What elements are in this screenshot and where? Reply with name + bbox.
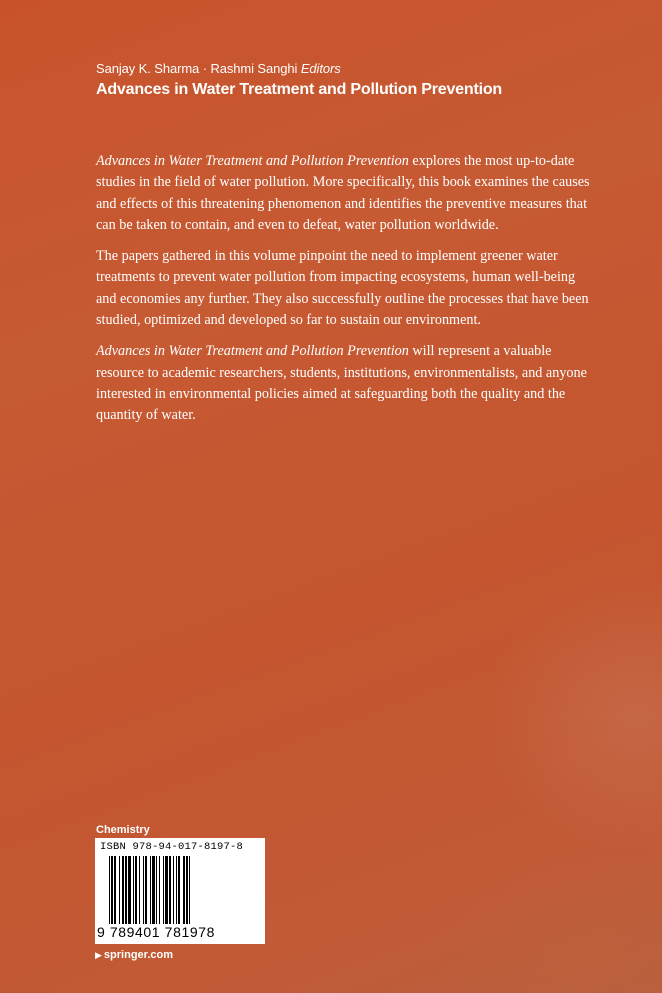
- title-reference: Advances in Water Treatment and Pollution Prevention: [96, 153, 409, 169]
- barcode-digits: 9 789401 781978: [97, 924, 215, 940]
- barcode-bars: [109, 856, 259, 924]
- cover-header: [96, 60, 596, 101]
- book-title: Advances in Water Treatment and Pollution Prevention: [96, 81, 502, 98]
- isbn-barcode: [95, 838, 265, 944]
- description-paragraph: Advances in Water Treatment and Pollution Prevention explores the most up-to-date studies in the field of water pollution. More specifically, this book examines the causes and effects of this threatening phenomenon and identifies the preventive measures that can be taken to contain, and even to defeat, water pollution worldwide.: [96, 153, 590, 233]
- description-paragraph: The papers gathered in this volume pinpoint the need to implement greener water treatments to prevent water pollution from impacting ecosystems, human well-being and economies any further. They also successfully outline the processes that have been studied, optimized and developed so far to sustain our environment.: [96, 248, 589, 329]
- subject-category: Chemistry: [96, 824, 150, 836]
- editors-role: Editors: [300, 61, 341, 76]
- book-description: [96, 151, 598, 437]
- website-text: springer.com: [103, 949, 173, 961]
- editor-name: Rashmi Sanghi: [210, 61, 298, 76]
- description-paragraph: Advances in Water Treatment and Pollution Prevention will represent a valuable resource to academic researchers, students, institutions, environmentalists, and anyone interested in environmental policies aimed at safeguarding both the quality and the quantity of water.: [96, 343, 587, 424]
- isbn-label: ISBN 978-94-017-8197-8: [100, 841, 244, 853]
- name-separator: ·: [202, 61, 207, 76]
- editors-line: [96, 60, 596, 78]
- publisher-website[interactable]: [95, 947, 173, 963]
- editor-name: Sanjay K. Sharma: [96, 61, 200, 76]
- arrow-right-icon: ▶: [95, 950, 102, 960]
- title-reference: Advances in Water Treatment and Pollution Prevention: [96, 343, 409, 360]
